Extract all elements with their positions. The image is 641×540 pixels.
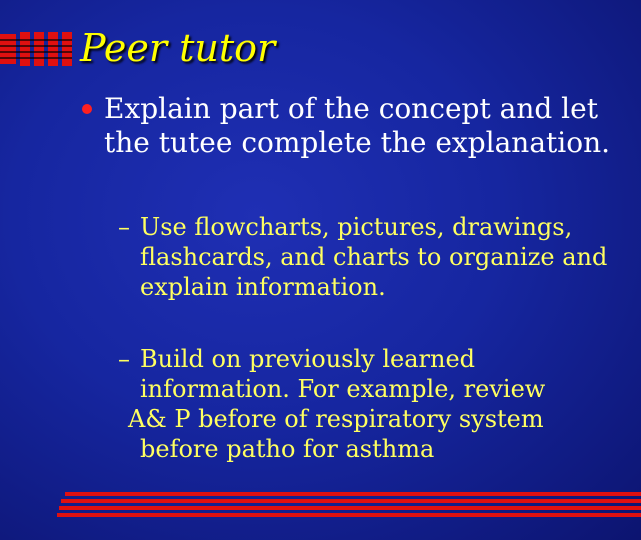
bullet-dot-icon xyxy=(82,104,92,114)
slide-title: Peer tutor xyxy=(80,26,276,70)
sub-bullet-line: information. For example, review xyxy=(140,375,546,403)
sub-bullet-line: explain information. xyxy=(140,273,386,301)
sub-bullet-2 xyxy=(118,344,618,464)
main-bullet-text: Explain part of the concept and let the tutee complete the explanation. xyxy=(104,92,611,159)
sub-bullet-line: Build on previously learned xyxy=(140,345,476,373)
title-stripes-decoration xyxy=(0,28,72,70)
sub-bullet-line: A& P before of respiratory system xyxy=(128,405,544,433)
dash-icon: – xyxy=(118,213,130,241)
sub-bullet-line: flashcards, and charts to organize and xyxy=(140,243,608,271)
sub-bullet-line: Use flowcharts, pictures, drawings, xyxy=(140,213,573,241)
bottom-stripes-decoration xyxy=(55,490,641,522)
sub-bullet-1 xyxy=(118,212,618,302)
sub-bullet-line: before patho for asthma xyxy=(140,435,435,463)
dash-icon: – xyxy=(118,345,130,373)
